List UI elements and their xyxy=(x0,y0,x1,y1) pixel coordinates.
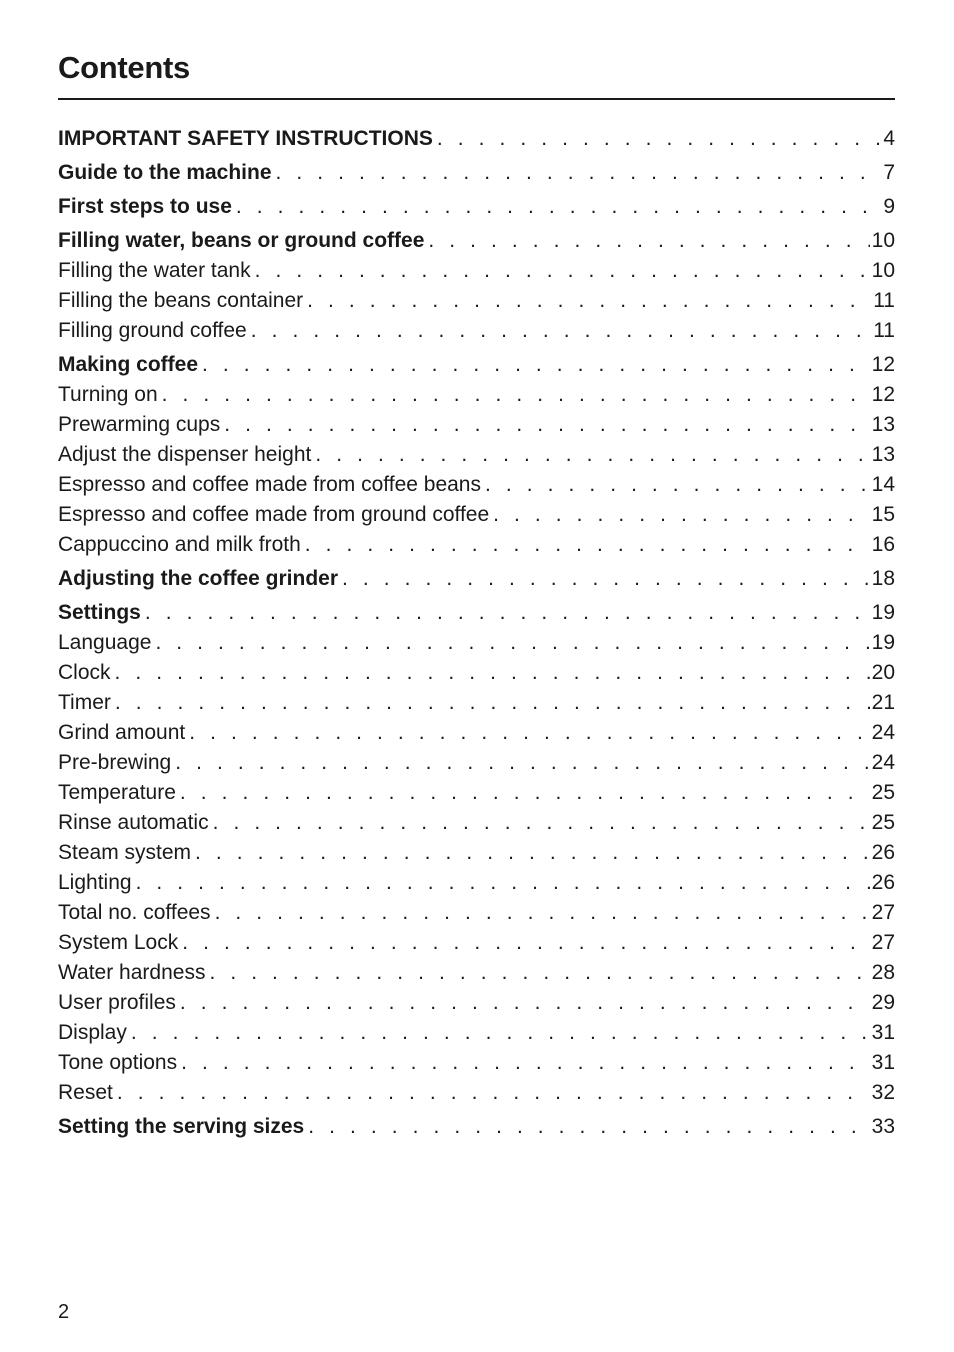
toc-entry-page-number: 33 xyxy=(871,1115,895,1138)
dot-leader xyxy=(232,192,881,222)
toc-entry-page-number: 25 xyxy=(871,811,895,834)
toc-entry-page-number: 26 xyxy=(871,871,895,894)
dot-leader xyxy=(158,380,870,410)
toc-subsection-entry[interactable] xyxy=(58,988,895,1018)
toc-entry-label: Clock xyxy=(58,661,111,684)
toc-entry-page-number: 27 xyxy=(871,901,895,924)
toc-section-entry[interactable] xyxy=(58,350,895,380)
dot-leader xyxy=(127,1018,870,1048)
toc-section-entry[interactable] xyxy=(58,158,895,188)
dot-leader xyxy=(489,500,869,530)
toc-entry-label: Tone options xyxy=(58,1051,178,1074)
toc-entry-label: Language xyxy=(58,631,152,654)
toc-entry-page-number: 14 xyxy=(871,473,895,496)
toc-entry-label: Water hardness xyxy=(58,961,206,984)
toc-subsection-entry[interactable] xyxy=(58,440,895,470)
dot-leader xyxy=(178,928,869,958)
toc-subsection-entry[interactable] xyxy=(58,316,895,346)
toc-entry-page-number: 11 xyxy=(873,319,895,342)
toc-entry-label: Adjust the dispenser height xyxy=(58,443,312,466)
dot-leader xyxy=(111,688,870,718)
dot-leader xyxy=(141,598,870,628)
dot-leader xyxy=(191,838,870,868)
toc-entry-label: Adjusting the coffee grinder xyxy=(58,567,339,590)
toc-entry-page-number: 12 xyxy=(871,383,895,406)
toc-entry-page-number: 12 xyxy=(871,353,895,376)
toc-entry-page-number: 28 xyxy=(871,961,895,984)
page-number: 2 xyxy=(58,1301,70,1323)
toc-entry-page-number: 16 xyxy=(871,533,895,556)
toc-subsection-entry[interactable] xyxy=(58,1018,895,1048)
toc-entry-page-number: 10 xyxy=(871,259,895,282)
toc-entry-label: System Lock xyxy=(58,931,179,954)
dot-leader xyxy=(311,440,869,470)
toc-section-entry[interactable] xyxy=(58,1112,895,1142)
toc-entry-page-number: 21 xyxy=(871,691,895,714)
toc-entry-page-number: 25 xyxy=(871,781,895,804)
dot-leader xyxy=(338,564,870,594)
toc-entry-label: Cappuccino and milk froth xyxy=(58,533,301,556)
toc-entry-page-number: 26 xyxy=(871,841,895,864)
toc-subsection-entry[interactable] xyxy=(58,778,895,808)
toc-entry-label: Settings xyxy=(58,601,141,624)
toc-entry-page-number: 11 xyxy=(873,289,895,312)
toc-subsection-entry[interactable] xyxy=(58,748,895,778)
toc-entry-label: Display xyxy=(58,1021,127,1044)
toc-subsection-entry[interactable] xyxy=(58,898,895,928)
toc-subsection-entry[interactable] xyxy=(58,470,895,500)
dot-leader xyxy=(481,470,870,500)
dot-leader xyxy=(209,808,870,838)
toc-entry-label: Turning on xyxy=(58,383,158,406)
toc-subsection-entry[interactable] xyxy=(58,410,895,440)
toc-section-entry[interactable] xyxy=(58,124,895,154)
dot-leader xyxy=(151,628,869,658)
toc-entry-label: IMPORTANT SAFETY INSTRUCTIONS xyxy=(58,127,433,150)
toc-entry-label: Espresso and coffee made from coffee beans xyxy=(58,473,481,496)
toc-entry-label: Grind amount xyxy=(58,721,186,744)
dot-leader xyxy=(424,226,869,256)
toc-entry-label: Steam system xyxy=(58,841,192,864)
toc-entry-label: Filling the water tank xyxy=(58,259,251,282)
toc-subsection-entry[interactable] xyxy=(58,500,895,530)
toc-subsection-entry[interactable] xyxy=(58,838,895,868)
dot-leader xyxy=(301,530,870,560)
toc-entry-label: Prewarming cups xyxy=(58,413,221,436)
toc-entry-page-number: 9 xyxy=(883,195,895,218)
dot-leader xyxy=(185,718,869,748)
toc-section-entry[interactable] xyxy=(58,192,895,222)
toc-entry-page-number: 13 xyxy=(871,443,895,466)
toc-section-entry[interactable] xyxy=(58,226,895,256)
toc-entry-label: First steps to use xyxy=(58,195,232,218)
toc-entry-page-number: 24 xyxy=(871,721,895,744)
toc-subsection-entry[interactable] xyxy=(58,718,895,748)
toc-entry-page-number: 19 xyxy=(871,631,895,654)
dot-leader xyxy=(176,778,870,808)
toc-entry-label: Rinse automatic xyxy=(58,811,209,834)
dot-leader xyxy=(205,958,869,988)
toc-entry-label: Filling the beans container xyxy=(58,289,304,312)
toc-entry-page-number: 7 xyxy=(883,161,895,184)
dot-leader xyxy=(177,1048,870,1078)
toc-entry-page-number: 27 xyxy=(871,931,895,954)
toc-entry-label: Reset xyxy=(58,1081,113,1104)
dot-leader xyxy=(251,256,870,286)
dot-leader xyxy=(272,158,882,188)
toc-subsection-entry[interactable] xyxy=(58,928,895,958)
toc-entry-label: Total no. coffees xyxy=(58,901,211,924)
toc-entry-page-number: 31 xyxy=(871,1021,895,1044)
dot-leader xyxy=(171,748,869,778)
dot-leader xyxy=(247,316,871,346)
toc-subsection-entry[interactable] xyxy=(58,530,895,560)
toc-entry-label: Guide to the machine xyxy=(58,161,272,184)
dot-leader xyxy=(211,898,870,928)
toc-subsection-entry[interactable] xyxy=(58,286,895,316)
toc-entry-label: Setting the serving sizes xyxy=(58,1115,305,1138)
toc-entry-label: Timer xyxy=(58,691,111,714)
table-of-contents xyxy=(58,124,895,1142)
toc-entry-label: Lighting xyxy=(58,871,132,894)
toc-entry-label: Making coffee xyxy=(58,353,199,376)
dot-leader xyxy=(132,868,870,898)
toc-entry-page-number: 13 xyxy=(871,413,895,436)
toc-entry-page-number: 31 xyxy=(871,1051,895,1074)
toc-entry-page-number: 32 xyxy=(871,1081,895,1104)
toc-entry-page-number: 10 xyxy=(871,229,895,252)
toc-entry-label: Pre-brewing xyxy=(58,751,172,774)
toc-entry-page-number: 20 xyxy=(871,661,895,684)
toc-subsection-entry[interactable] xyxy=(58,958,895,988)
toc-subsection-entry[interactable] xyxy=(58,256,895,286)
toc-entry-label: Filling ground coffee xyxy=(58,319,247,342)
toc-entry-page-number: 4 xyxy=(883,127,895,150)
toc-subsection-entry[interactable] xyxy=(58,808,895,838)
toc-entry-label: Filling water, beans or ground coffee xyxy=(58,229,425,252)
dot-leader xyxy=(198,350,870,380)
toc-entry-page-number: 19 xyxy=(871,601,895,624)
dot-leader xyxy=(111,658,870,688)
toc-entry-page-number: 15 xyxy=(871,503,895,526)
toc-entry-page-number: 18 xyxy=(871,567,895,590)
toc-subsection-entry[interactable] xyxy=(58,628,895,658)
toc-entry-label: Espresso and coffee made from ground coffee xyxy=(58,503,490,526)
toc-subsection-entry[interactable] xyxy=(58,1078,895,1108)
dot-leader xyxy=(303,286,871,316)
dot-leader xyxy=(433,124,881,154)
dot-leader xyxy=(220,410,869,440)
toc-section-entry[interactable] xyxy=(58,598,895,628)
dot-leader xyxy=(113,1078,870,1108)
toc-subsection-entry[interactable] xyxy=(58,380,895,410)
toc-entry-label: User profiles xyxy=(58,991,176,1014)
title-divider xyxy=(58,98,895,100)
toc-subsection-entry[interactable] xyxy=(58,688,895,718)
toc-entry-label: Temperature xyxy=(58,781,176,804)
toc-entry-page-number: 29 xyxy=(871,991,895,1014)
toc-subsection-entry[interactable] xyxy=(58,658,895,688)
page-title: Contents xyxy=(58,50,190,85)
toc-subsection-entry[interactable] xyxy=(58,1048,895,1078)
dot-leader xyxy=(304,1112,869,1142)
toc-subsection-entry[interactable] xyxy=(58,868,895,898)
toc-section-entry[interactable] xyxy=(58,564,895,594)
dot-leader xyxy=(176,988,870,1018)
toc-entry-page-number: 24 xyxy=(871,751,895,774)
